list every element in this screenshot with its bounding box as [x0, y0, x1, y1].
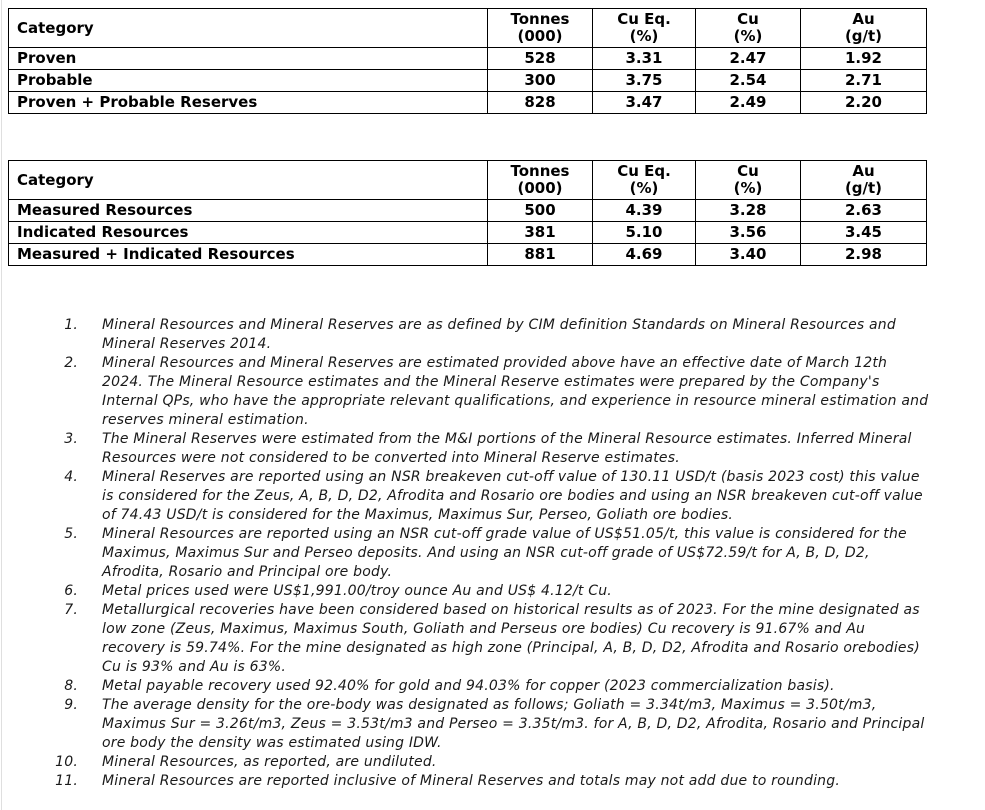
table-row: [9, 244, 927, 266]
note-number: 11.: [55, 773, 78, 789]
list-item: [0, 582, 985, 601]
resources-total-au: 2.98: [801, 244, 927, 266]
reserves-proven-au: 1.92: [801, 48, 927, 70]
resources-header-category: Category: [9, 161, 488, 200]
reserves-total-cu: 2.49: [696, 92, 801, 114]
reserves-probable-au: 2.71: [801, 70, 927, 92]
list-item: [0, 525, 985, 582]
note-text: The Mineral Reserves were estimated from the M&I portions of the Mineral Resource estimates. Inferred Mineral Resources were not considered to be converted into Mineral Reserve estimates.: [102, 431, 912, 466]
note-text: Metal prices used were US$1,991.00/troy ounce Au and US$ 4.12/t Cu.: [102, 583, 612, 599]
resources-measured-cu: 3.28: [696, 200, 801, 222]
note-number: 6.: [64, 583, 78, 599]
resources-indicated-au: 3.45: [801, 222, 927, 244]
page-edge-divider: [1, 0, 2, 810]
resources-indicated-cueq: 5.10: [593, 222, 696, 244]
mineral-reserves-table: [8, 8, 927, 114]
note-number: 10.: [55, 754, 78, 770]
list-item: [0, 468, 985, 525]
note-number: 4.: [64, 469, 78, 485]
resources-total-cueq: 4.69: [593, 244, 696, 266]
reserves-header-cueq: Cu Eq. (%): [593, 9, 696, 48]
reserves-total-category: Proven + Probable Reserves: [9, 92, 488, 114]
note-number: 3.: [64, 431, 78, 447]
reserves-probable-cueq: 3.75: [593, 70, 696, 92]
note-text: Mineral Resources, as reported, are undiluted.: [102, 754, 437, 770]
resources-measured-tonnes: 500: [488, 200, 593, 222]
reserves-proven-tonnes: 528: [488, 48, 593, 70]
reserves-total-cueq: 3.47: [593, 92, 696, 114]
footnotes-list: [0, 316, 985, 791]
list-item: [0, 430, 985, 468]
note-text: Mineral Resources are reported inclusive of Mineral Reserves and totals may not add due to rounding.: [102, 773, 840, 789]
reserves-header-tonnes: Tonnes (000): [488, 9, 593, 48]
reserves-header-cu: Cu (%): [696, 9, 801, 48]
note-text: Metallurgical recoveries have been considered based on historical results as of 2023. For the mine designated as low zone (Zeus, Maximus, Maximus South, Goliath and Perseus ore bodies) Cu recovery is 91.67% and Au recovery is 59.74%. For the mine designated as high zone (Principal, A, B, D, D2, Afrodita and Rosario orebodies) Cu is 93% and Au is 63%.: [102, 602, 920, 675]
resources-header-cueq: Cu Eq. (%): [593, 161, 696, 200]
note-number: 1.: [64, 317, 78, 333]
note-text: Mineral Reserves are reported using an NSR breakeven cut-off value of 130.11 USD/t (basis 2023 cost) this value is considered for the Zeus, A, B, D, D2, Afrodita and Rosario ore bodies and using an NSR breakeven cut-off value of 74.43 USD/t is considered for the Maximus, Maximus Sur, Perseo, Goliath ore bodies.: [102, 469, 923, 523]
resources-measured-au: 2.63: [801, 200, 927, 222]
note-number: 9.: [64, 697, 78, 713]
reserves-proven-cu: 2.47: [696, 48, 801, 70]
list-item: [0, 601, 985, 677]
resources-header-au: Au (g/t): [801, 161, 927, 200]
resources-indicated-cu: 3.56: [696, 222, 801, 244]
note-text: Mineral Resources and Mineral Reserves are as defined by CIM definition Standards on Mineral Resources and Mineral Reserves 2014.: [102, 317, 896, 352]
resources-measured-category: Measured Resources: [9, 200, 488, 222]
note-number: 7.: [64, 602, 78, 618]
reserves-probable-category: Probable: [9, 70, 488, 92]
reserves-header-row: [9, 9, 927, 48]
reserves-proven-category: Proven: [9, 48, 488, 70]
mineral-resources-table: [8, 160, 927, 266]
list-item: [0, 696, 985, 753]
list-item: [0, 753, 985, 772]
table-row: [9, 222, 927, 244]
table-row: [9, 200, 927, 222]
reserves-header-category: Category: [9, 9, 488, 48]
list-item: [0, 354, 985, 430]
resources-header-row: [9, 161, 927, 200]
reserves-proven-cueq: 3.31: [593, 48, 696, 70]
resources-indicated-category: Indicated Resources: [9, 222, 488, 244]
reserves-total-tonnes: 828: [488, 92, 593, 114]
note-number: 5.: [64, 526, 78, 542]
note-number: 2.: [64, 355, 78, 371]
table-row: [9, 70, 927, 92]
resources-total-cu: 3.40: [696, 244, 801, 266]
list-item: [0, 316, 985, 354]
resources-header-cu: Cu (%): [696, 161, 801, 200]
resources-measured-cueq: 4.39: [593, 200, 696, 222]
note-text: Mineral Resources are reported using an NSR cut-off grade value of US$51.05/t, this value is considered for the Maximus, Maximus Sur and Perseo deposits. And using an NSR cut-off grade of US$72.59/t for A, B, D, D2, Afrodita, Rosario and Principal ore body.: [102, 526, 907, 580]
resources-indicated-tonnes: 381: [488, 222, 593, 244]
cutoff-note: [0, 772, 985, 791]
reserves-probable-cu: 2.54: [696, 70, 801, 92]
reserves-header-au: Au (g/t): [801, 9, 927, 48]
reserves-probable-tonnes: 300: [488, 70, 593, 92]
note-text: The average density for the ore-body was designated as follows; Goliath = 3.34t/m3, Maximus = 3.50t/m3, Maximus Sur = 3.26t/m3, Zeus = 3.53t/m3 and Perseo = 3.35t/m3. for A, B, D, D2, Afrodita, Rosario and Principal ore body the density was estimated using IDW.: [102, 697, 925, 751]
note-text: Metal payable recovery used 92.40% for gold and 94.03% for copper (2023 commercialization basis).: [102, 678, 835, 694]
note-number: 8.: [64, 678, 78, 694]
resources-total-tonnes: 881: [488, 244, 593, 266]
reserves-total-au: 2.20: [801, 92, 927, 114]
table-row: [9, 48, 927, 70]
resources-total-category: Measured + Indicated Resources: [9, 244, 488, 266]
resources-header-tonnes: Tonnes (000): [488, 161, 593, 200]
table-row: [9, 92, 927, 114]
note-text: Mineral Resources and Mineral Reserves are estimated provided above have an effective date of March 12th 2024. The Mineral Resource estimates and the Mineral Reserve estimates were prepared by the Company's Internal QPs, who have the appropriate relevant qualifications, and experience in resource mineral estimation and reserves mineral estimation.: [102, 355, 929, 428]
list-item: [0, 677, 985, 696]
